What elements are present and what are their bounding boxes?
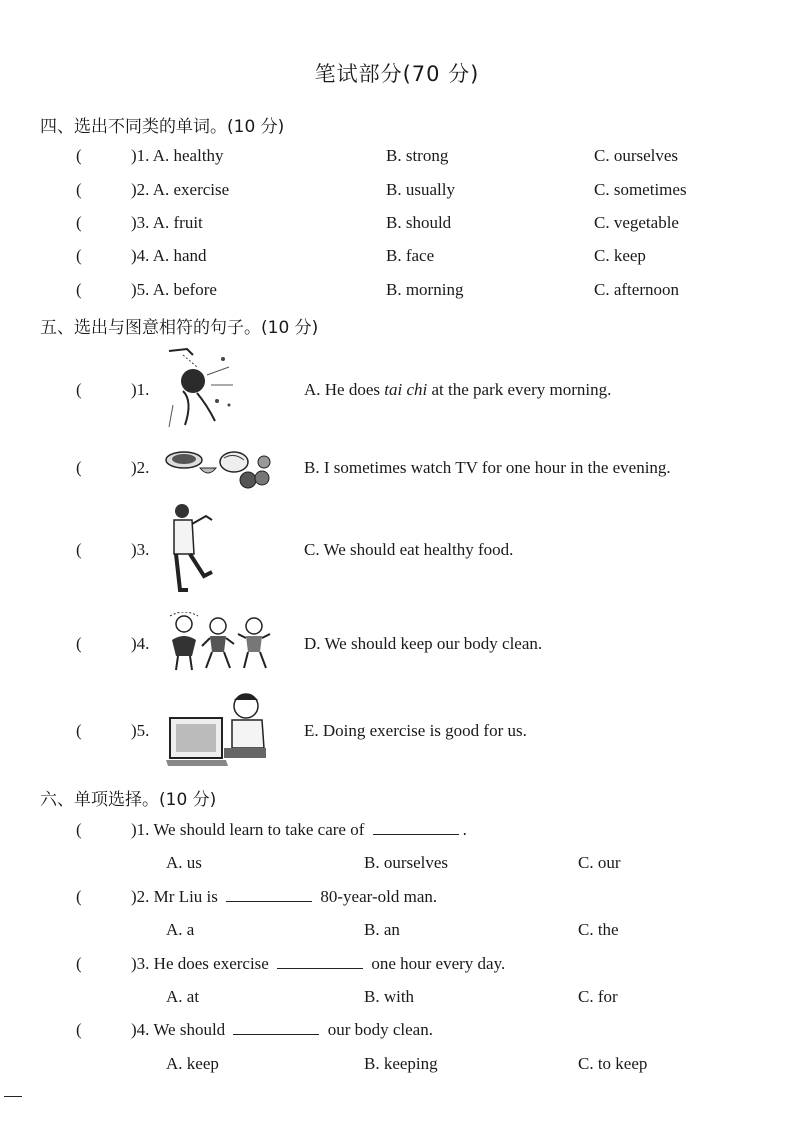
fill-blank[interactable] [233,1020,319,1035]
answer-paren[interactable]: ( [76,458,82,477]
shower-picture [163,345,239,431]
answer-paren[interactable]: ( [76,213,82,232]
question-6-1: )1. We should learn to take care of . [131,820,467,839]
option-b: B. should [386,213,452,232]
option-c: C. sometimes [594,180,687,199]
option-b: B. an [364,920,400,939]
option-b: B. strong [386,146,449,165]
option-c: C. afternoon [594,280,679,299]
fill-blank[interactable] [277,954,363,969]
answer-paren[interactable]: ( [76,280,82,299]
option-c: C. for [578,987,618,1006]
question-5-3: )3. [131,540,150,559]
option-c: C. ourselves [594,146,679,165]
fill-blank[interactable] [226,887,312,902]
answer-paren[interactable]: ( [76,380,82,399]
sentence-a: A. He does tai chi at the park every morning. [304,380,612,399]
question-4-2: )2. A. exercise [131,180,230,199]
option-b: B. with [364,987,415,1006]
answer-paren[interactable]: ( [76,887,82,906]
children-exercise-picture [166,612,274,674]
option-a: A. a [166,920,195,939]
food-picture [164,442,276,492]
option-a: A. at [166,987,200,1006]
question-6-3: )3. He does exercise one hour every day. [131,954,506,973]
sentence-b: B. I sometimes watch TV for one hour in the evening. [304,458,671,477]
option-b: B. keeping [364,1054,438,1073]
question-5-1: )1. [131,380,150,399]
question-6-2: )2. Mr Liu is 80-year-old man. [131,887,438,906]
question-6-4: )4. We should our body clean. [131,1020,433,1039]
sentence-c: C. We should eat healthy food. [304,540,514,559]
page-title: 笔试部分(70 分) [314,62,480,86]
question-4-4: )4. A. hand [131,246,207,265]
question-4-3: )3. A. fruit [131,213,203,232]
corner-mark [4,1096,22,1097]
sentence-d: D. We should keep our body clean. [304,634,543,653]
answer-paren[interactable]: ( [76,146,82,165]
answer-paren[interactable]: ( [76,180,82,199]
answer-paren[interactable]: ( [76,721,82,740]
question-5-5: )5. [131,721,150,740]
answer-paren[interactable]: ( [76,954,82,973]
option-b: B. morning [386,280,464,299]
question-5-2: )2. [131,458,150,477]
section-4-heading: 四、选出不同类的单词。(10 分) [40,117,285,137]
question-4-5: )5. A. before [131,280,217,299]
option-c: C. keep [594,246,646,265]
option-c: C. to keep [578,1054,648,1073]
answer-paren[interactable]: ( [76,246,82,265]
section-6-heading: 六、单项选择。(10 分) [40,790,217,810]
sentence-e: E. Doing exercise is good for us. [304,721,527,740]
option-c: C. the [578,920,619,939]
answer-paren[interactable]: ( [76,1020,82,1039]
section-5-heading: 五、选出与图意相符的句子。(10 分) [40,318,319,338]
tai-chi-picture [166,502,218,594]
option-c: C. our [578,853,621,872]
answer-paren[interactable]: ( [76,634,82,653]
question-4-1: )1. A. healthy [131,146,224,165]
question-5-4: )4. [131,634,150,653]
option-b: B. usually [386,180,455,199]
answer-paren[interactable]: ( [76,540,82,559]
tv-watching-picture [166,688,270,772]
option-c: C. vegetable [594,213,679,232]
option-a: A. us [166,853,202,872]
fill-blank[interactable] [373,820,459,835]
option-b: B. face [386,246,435,265]
option-a: A. keep [166,1054,219,1073]
option-b: B. ourselves [364,853,449,872]
answer-paren[interactable]: ( [76,820,82,839]
